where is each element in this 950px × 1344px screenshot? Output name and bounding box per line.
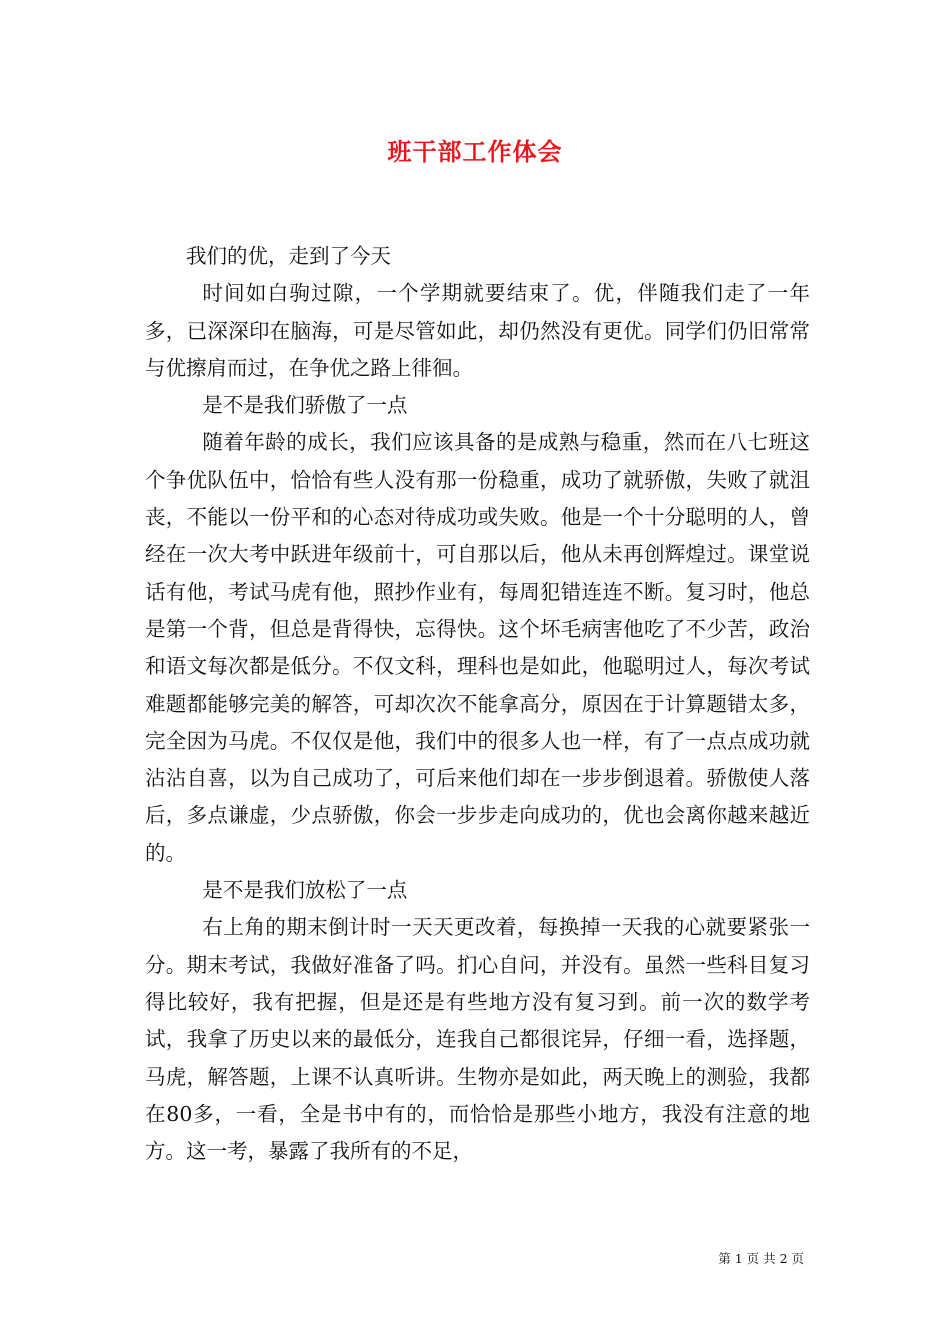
section-heading: 我们的优，走到了今天 (186, 244, 391, 268)
paragraph: 随着年龄的成长，我们应该具备的是成熟与稳重，然而在八七班这个争优队伍中，恰恰有些人没有那一份稳重，成功了就骄傲，失败了就沮丧，不能以一份平和的心态对待成功或失败。他是一个十分聪明的人，曾经在一次大考中跃进年级前十，可自那以后，他从未再创辉煌过。课堂说话有他，考试马虎有他，照抄作业有，每周犯错连连不断。复习时，他总是第一个背，但总是背得快，忘得快。这个坏毛病害他吃了不少苦，政治和语文每次都是低分。不仅文科，理科也是如此，他聪明过人，每次考试难题都能够完美的解答，可却次次不能拿高分，原因在于计算题错太多，完全因为马虎。不仅仅是他，我们中的很多人也一样，有了一点点成功就沾沾自喜，以为自己成功了，可后来他们却在一步步倒退着。骄傲使人落后，多点谦虚，少点骄傲，你会一步步走向成功的，优也会离你越来越近的。 (145, 430, 810, 865)
section-heading: 是不是我们骄傲了一点 (202, 393, 408, 418)
page-footer: 第 1 页 共 2 页 (718, 1251, 804, 1266)
paragraph: 右上角的期末倒计时一天天更改着，每换掉一天我的心就要紧张一分。期末考试，我做好准备了吗。扪心自问，并没有。虽然一些科目复习得比较好，我有把握，但是还是有些地方没有复习到。前一次的数学考试，我拿了历史以来的最低分，连我自己都很诧异，仔细一看，选择题，马虎，解答题，上课不认真听讲。生物亦是如此，两天晚上的测验，我都在80多，一看，全是书中有的，而恰恰是那些小地方，我没有注意的地方。这一考，暴露了我所有的不足， (145, 915, 810, 1164)
section-heading: 是不是我们放松了一点 (202, 878, 408, 903)
paragraph: 时间如白驹过隙，一个学期就要结束了。优，伴随我们走了一年多，已深深印在脑海，可是尽管如此，却仍然没有更优。同学们仍旧常常与优擦肩而过，在争优之路上徘徊。 (145, 281, 810, 380)
document-body (145, 238, 810, 1170)
document-title: 班干部工作体会 (387, 137, 563, 166)
